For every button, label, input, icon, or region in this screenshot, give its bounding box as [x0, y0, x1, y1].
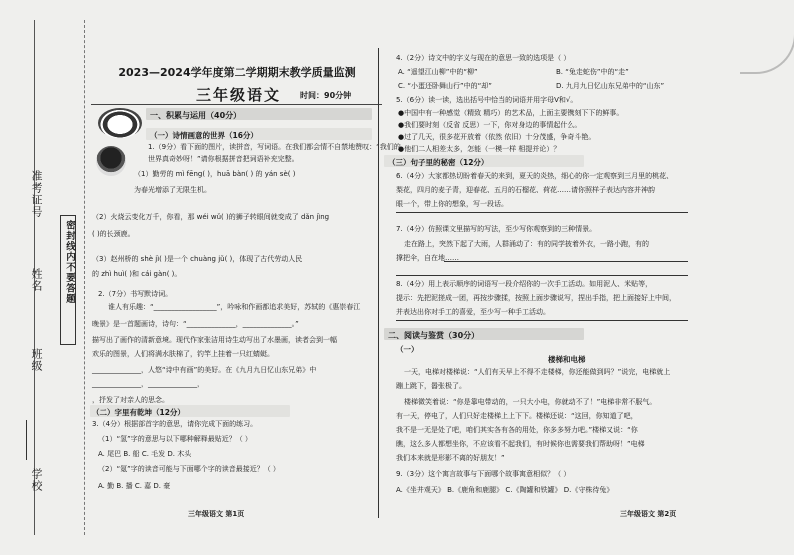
q8-line3: 并表达出你对手工的喜爱，至少写一种手工活动。 — [396, 308, 550, 316]
q2-line2[interactable]: 晚景》是一首题画诗，诗句：“______________，______________。” — [92, 320, 299, 328]
q4-option-a[interactable]: A. “遥望江山柳”中的“柳” — [398, 68, 478, 76]
name-label: 姓名 — [30, 268, 43, 292]
q9-options[interactable]: A.《坐井观天》 B.《鹿角和鹿腿》 C.《陶罐和铁罐》 D.《守株待兔》 — [396, 486, 614, 494]
q4-option-c[interactable]: C. “小蛋还卧舞山行”中的“却” — [398, 82, 492, 90]
q1-text-line1: 1.（9分）看下面的图片，读拼音，写词语。在我们都会情不自禁地赞叹：“我们的 — [148, 143, 401, 151]
q2-line7: ，抒发了对亲人的思念。 — [92, 396, 169, 404]
q6-line2: 梨花，四月的麦子青，迎春花、五月的石榴花、荷花……请你照样子表达内容并神韵 — [396, 186, 655, 194]
column-divider — [378, 48, 379, 518]
q7-answer-line[interactable] — [444, 261, 688, 262]
q7-heading: 7.（4分）仿照课文里描写的写法，至少写你观察到的三种情景。 — [396, 225, 597, 233]
seal-line — [84, 20, 85, 535]
exam-title: 2023—2024学年度第二学期期末教学质量监测 — [118, 66, 356, 79]
q5-item1[interactable]: ●中国中有一种感觉（精致 精巧）的艺术品，上面主要镌刻下下的鲜事。 — [398, 109, 624, 117]
q6-answer-line[interactable] — [396, 212, 688, 213]
q2-line5[interactable]: ______________，人悠“诗中有画”的美好。在《九月九日忆山东兄弟》中 — [92, 366, 317, 374]
exam-time: 时间：90分钟 — [300, 91, 352, 100]
q6-line1: 6.（4分）大家都热切盼着春天的来到，夏天的炎热，细心的你一定观察到三月里的桃花、 — [396, 172, 674, 180]
q2-line1[interactable]: 谁人有乐趣：“__________________”，吟咏和作画都追求美好，苏轼的《惠崇春江 — [108, 303, 361, 311]
q1-part1: （1）勤劳的 mì fēng( )，huā bàn( ) 的 yán sè( ) — [134, 170, 296, 178]
q6-line3: 眼一个，带上你的想象，写一段话。 — [396, 200, 508, 208]
q5-heading: 5.（6分）读一读，选出括号中恰当的词语并用字母Ⅴ和√。 — [396, 96, 578, 104]
story-p2-line1: 楼梯微笑着说：“你是靠电带动的，一只大小电，你就动不了！”电梯非常不服气。 — [404, 398, 657, 406]
q9-heading[interactable]: 9.（3分）这个寓言故事与下面哪个故事寓意相似？（ ） — [396, 470, 571, 478]
q5-item4[interactable]: ●他们二人相差太多，怎能（一模一样 相提并论）？ — [398, 145, 561, 153]
exam-number-label: 准考证号 — [30, 170, 43, 218]
q4-heading[interactable]: 4.（2分）诗文中的字义与现在的意思一致的选项是（ ） — [396, 54, 571, 62]
q2-line3: 描写出了画作的清新意境。现代作家张洁用诗生动写出了水墨画，读者会到一幅 — [92, 336, 337, 344]
q8-answer-line[interactable] — [396, 320, 688, 321]
q8-line1: 8.（4分）用上表示顺序的词语写一段介绍你的一次手工活动。如用泥人、米贴等， — [396, 280, 653, 288]
story-p2-line4: 瞧，这么多人都想坐你，不应该看不起我们，有时候你也需要我们帮助呀！”电梯 — [396, 440, 645, 448]
q1-part3: （3）赵州桥的 shè jì( )是一个 chuàng jǔ( )，体现了古代劳动人民 — [92, 255, 303, 263]
q2-heading: 2.（7分）书写默诗词。 — [98, 290, 173, 298]
q2-line4: 欢乐的图景，人们将满水肤棉了，钓竿上挂着一只红蜻蜓。 — [92, 350, 274, 358]
page-footer-right: 三年级语文 第2页 — [620, 510, 677, 518]
q1-part1b: 为春光增添了无限生机。 — [134, 186, 211, 194]
story-p1-line2: 蹦上跳下，嚣张极了。 — [396, 382, 466, 390]
q3-heading: 3.（4分）根据部首字的意思，请你完成下面的练习。 — [92, 420, 258, 428]
section-2-heading: 二、阅读与鉴赏（30分） — [388, 331, 480, 340]
bee-flower-image — [96, 146, 126, 176]
story-title: 楼梯和电梯 — [548, 355, 586, 364]
school-blank — [26, 420, 28, 460]
q1-text-line2: 世界真奇妙呀！”请你根据拼音把词语补充完整。 — [148, 155, 299, 163]
q7-answer-line[interactable] — [396, 275, 688, 276]
subsection-4-heading: （一） — [396, 345, 419, 354]
q7-line1: 走在路上，突然下起了大雨，人群涌动了：有的同学披着外衣，一路小跑，有的 — [404, 240, 649, 248]
header-divider — [91, 104, 382, 105]
q8-line2: 提示：先把泥搓成一团，再按步骤揉，按照上面步骤说写，捏出手指，把上面接好上中间， — [396, 294, 676, 302]
q4-option-d[interactable]: D. 九月九日忆山东兄弟中的“山东” — [556, 82, 665, 90]
section-1-heading: 一、积累与运用（40分） — [150, 111, 242, 120]
q3-part1-options[interactable]: A. 尾巴 B. 船 C. 毛发 D. 木头 — [98, 450, 192, 458]
q1-part2: （2）火烧云变化万千，你看，那 wéi wǔ( )的狮子转眼间就变成了 dǎn jìng — [92, 213, 330, 221]
q1-part3b: 的 zhì huì( )和 cái gàn( )。 — [92, 270, 182, 278]
subsection-2-heading: （二）字里有乾坤（12分） — [92, 408, 185, 417]
school-label: 学校 — [30, 468, 43, 492]
q2-line6[interactable]: ______________，______________， — [92, 380, 204, 388]
q3-part2[interactable]: （2）“氪”字的读音可能与下面哪个字的读音最接近？（ ） — [98, 465, 280, 473]
subsection-1-heading: （一）诗情画意的世界（16分） — [150, 131, 258, 140]
page-footer-left: 三年级语文 第1页 — [188, 510, 245, 518]
class-label: 班级 — [30, 348, 43, 372]
story-p2-line5: 我们本来就是形影不离的好朋友！” — [396, 454, 505, 462]
q3-part2-options[interactable]: A. 勤 B. 播 C. 嘉 D. 豪 — [98, 482, 171, 490]
q3-part1[interactable]: （1）“氢”字的意思与以下哪种解释最贴近？（ ） — [98, 435, 252, 443]
story-p2-line2: 有一天，停电了，人们只好走楼梯上上下下。楼梯还说：“这回，你知道了吧， — [396, 412, 638, 420]
q1-part2b: ( )的长颈鹿。 — [92, 230, 135, 238]
q5-item3[interactable]: ●过了几天，很多花开放着（依然 依旧）十分茂盛，争奇斗艳。 — [398, 133, 596, 141]
subsection-3-heading: （三）句子里的秘密（12分） — [388, 158, 489, 167]
scenery-image — [98, 108, 142, 138]
binding-margin — [0, 0, 88, 555]
q4-option-b[interactable]: B. “兔走蛇伤”中的“走” — [556, 68, 629, 76]
q5-item2[interactable]: ●我们要时刻（反省 反思）一下，你对身边的事情起什么。 — [398, 121, 582, 129]
story-p1-line1: 一天，电梯对楼梯说：“人们有天早上不得不走楼梯，你还能做到吗？”说完，电梯就上 — [404, 368, 671, 376]
story-p2-line3: 我不是一无是处了吧，咱们其实各有各的用处，你多多努力吧。”楼梯又说：“你 — [396, 426, 638, 434]
corner-curl-decoration — [740, 12, 794, 74]
q7-line2: 撑把伞，自在地…… — [396, 254, 459, 262]
subject-title: 三年级语文 — [196, 86, 282, 104]
seal-notice: 密封线内不要答题 — [60, 215, 76, 345]
